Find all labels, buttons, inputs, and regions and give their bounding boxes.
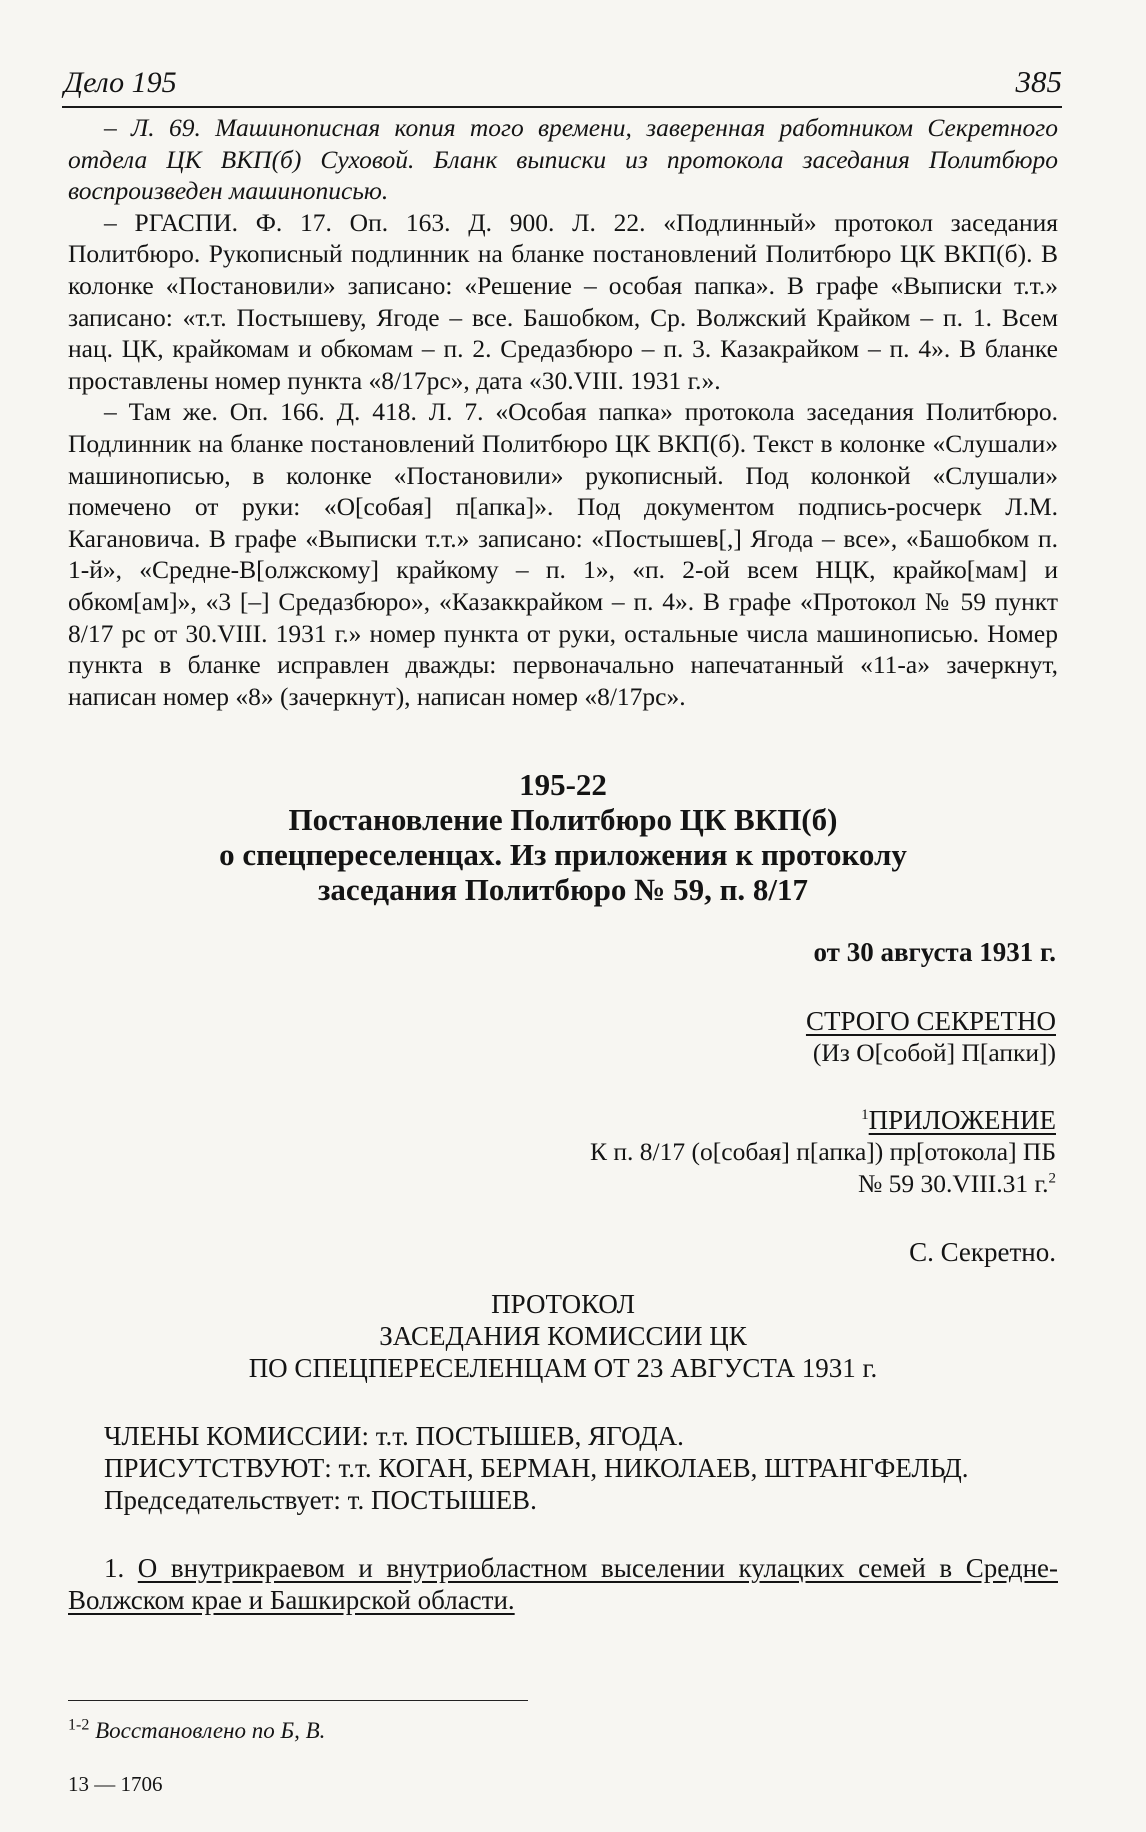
chairperson: Председательствует: т. ПОСТЫШЕВ. (104, 1484, 537, 1515)
running-header (62, 58, 1062, 108)
document-title-line-2: о спецпереселенцах. Из приложения к протоколу (219, 837, 907, 873)
document-date: от 30 августа 1931 г. (813, 937, 1056, 968)
document-title-line-1: Постановление Политбюро ЦК ВКП(б) (288, 802, 838, 838)
footnote-mark: 1-2 (68, 1716, 90, 1734)
protocol-title-line-2: ЗАСЕДАНИЯ КОМИССИИ ЦК (379, 1320, 747, 1351)
secrecy-stamp (68, 1005, 1056, 1037)
protocol-title-line-3: ПО СПЕЦПЕРЕСЕЛЕНЦАМ ОТ 23 АВГУСТА 1931 г. (248, 1352, 878, 1383)
reference-text: № 59 30.VIII.31 г. (857, 1169, 1049, 1199)
archival-note-2: – РГАСПИ. Ф. 17. Оп. 163. Д. 900. Л. 22. «Подлинный» протокол заседания Политбюро. Рукописный подлинник на бланке постановлений Политбюро ЦК ВКП(б). В колонке «Постановили» записано: «Решение – особая папка». В графе «Выписки т.т.» записано: «т.т. Постышеву, Ягоде – все. Башобком, Ср. Волжский Крайком – п. 1. Всем нац. ЦК, крайкомам и обкомам – п. 2. Средазбюро – п. 3. Казакрайком – п. 4». В бланке проставлены номер пункта «8/17рс», дата «30.VIII. 1931 г.». (68, 207, 1058, 395)
appendix-heading (68, 1104, 1056, 1136)
appendix-footnote-mark: 1 (861, 1107, 869, 1124)
appendix-label: ПРИЛОЖЕНИЕ (868, 1105, 1056, 1136)
commission-members: ЧЛЕНЫ КОМИССИИ: т.т. ПОСТЫШЕВ, ЯГОДА. (104, 1420, 684, 1451)
page-content (68, 112, 1058, 1616)
reference-line-1: К п. 8/17 (о[собая] п[апка]) пр[отокола] ПБ (590, 1137, 1056, 1167)
agenda-item-1 (68, 1552, 1058, 1616)
footnote (68, 1718, 325, 1744)
document-number: 195-22 (519, 767, 607, 803)
reference-footnote-mark: 2 (1048, 1170, 1056, 1187)
archival-note-3: – Там же. Оп. 166. Д. 418. Л. 7. «Особая папка» протокола заседания Политбюро. Подлинник на бланке постановлений Политбюро ЦК ВКП(б). Текст в колонке «Слушали» машинописью, в колонке «Постановили» рукописный. Под колонкой «Слушали» помечено от руки: «О[собая] п[апка]». Под документом подпись-росчерк Л.М. Кагановича. В графе «Выписки т.т.» записано: «Постышев[,] Ягода – все», «Башобком п. 1-й», «Средне-В[олжскому] крайкому – п. 1», «п. 2-ой всем НЦК, крайко[мам] и обком[ам]», «3 [–] Средазбюро», «Казаккрайком – п. 4». В графе «Протокол № 59 пункт 8/17 рс от 30.VIII. 1931 г.» номер пункта от руки, остальные числа машинописью. Номер пункта в бланке исправлен дважды: первоначально напечатанный «11-а» зачеркнут, написан номер «8» (зачеркнут), написан номер «8/17рс». (68, 397, 1058, 711)
printer-signature: 13 — 1706 (68, 1772, 163, 1796)
secrecy-note: С. Секретно. (909, 1236, 1056, 1267)
agenda-item-number: 1. (104, 1552, 125, 1583)
reference-line-2 (68, 1168, 1056, 1200)
document-title-line-3: заседания Политбюро № 59, п. 8/17 (317, 872, 809, 908)
secrecy-label: СТРОГО СЕКРЕТНО (805, 1005, 1056, 1036)
header-case-number: Дело 195 (64, 66, 177, 99)
protocol-title-line-1: ПРОТОКОЛ (491, 1288, 635, 1319)
folder-note: (Из О[собой] П[апки]) (812, 1037, 1056, 1067)
footnote-divider (68, 1700, 528, 1701)
attendees: ПРИСУТСТВУЮТ: т.т. КОГАН, БЕРМАН, НИКОЛАЕВ, ШТРАНГФЕЛЬД. (104, 1452, 969, 1483)
footnote-text: Восстановлено по Б, В. (95, 1718, 326, 1743)
archival-note-1: – Л. 69. Машинописная копия того времени, заверенная работником Секретного отдела ЦК ВКП(б) Суховой. Бланк выписки из протокола заседания Политбюро воспроизведен машинописью. (68, 113, 1058, 206)
agenda-item-text: О внутрикраевом и внутриобластном выселении кулацких семей в Средне-Волжском крае и Башкирской области. (68, 1552, 1058, 1615)
page-number: 385 (1015, 64, 1062, 99)
